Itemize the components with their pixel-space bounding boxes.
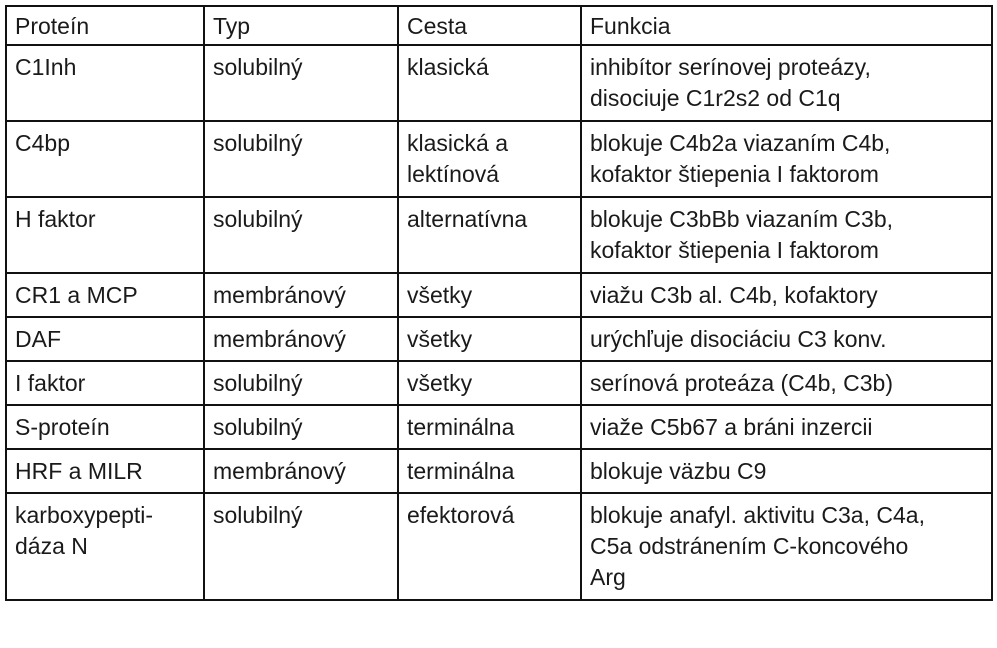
table-row — [6, 405, 992, 449]
cell-pathway: všetky — [398, 361, 581, 405]
cell-function: blokuje C3bBb viazaním C3b, kofaktor štiepenia I faktorom — [581, 197, 992, 273]
cell-type: solubilný — [204, 405, 398, 449]
cell-protein: CR1 a MCP — [6, 273, 204, 317]
cell-pathway: alternatívna — [398, 197, 581, 273]
cell-function: serínová proteáza (C4b, C3b) — [581, 361, 992, 405]
table-row — [6, 121, 992, 197]
cell-pathway: klasická a lektínová — [398, 121, 581, 197]
cell-function: blokuje C4b2a viazaním C4b, kofaktor štiepenia I faktorom — [581, 121, 992, 197]
cell-function: urýchľuje disociáciu C3 konv. — [581, 317, 992, 361]
cell-pathway: všetky — [398, 273, 581, 317]
cell-protein: S-proteín — [6, 405, 204, 449]
cell-protein: karboxypepti- dáza N — [6, 493, 204, 600]
cell-type: membránový — [204, 273, 398, 317]
cell-pathway: efektorová — [398, 493, 581, 600]
table-header-row — [6, 6, 992, 45]
header-protein: Proteín — [6, 6, 204, 45]
cell-type: membránový — [204, 449, 398, 493]
header-pathway: Cesta — [398, 6, 581, 45]
table-row — [6, 361, 992, 405]
cell-function: viažu C3b al. C4b, kofaktory — [581, 273, 992, 317]
complement-regulators-table-container — [5, 5, 991, 601]
header-function: Funkcia — [581, 6, 992, 45]
cell-protein: HRF a MILR — [6, 449, 204, 493]
cell-protein: DAF — [6, 317, 204, 361]
cell-type: solubilný — [204, 45, 398, 121]
cell-function: inhibítor serínovej proteázy, disociuje C1r2s2 od C1q — [581, 45, 992, 121]
table-row — [6, 449, 992, 493]
cell-function: viaže C5b67 a bráni inzercii — [581, 405, 992, 449]
cell-pathway: klasická — [398, 45, 581, 121]
cell-type: membránový — [204, 317, 398, 361]
cell-type: solubilný — [204, 361, 398, 405]
cell-function: blokuje väzbu C9 — [581, 449, 992, 493]
cell-pathway: všetky — [398, 317, 581, 361]
table-row — [6, 317, 992, 361]
table-row — [6, 493, 992, 600]
cell-protein: H faktor — [6, 197, 204, 273]
complement-regulators-table — [5, 5, 993, 601]
cell-type: solubilný — [204, 493, 398, 600]
cell-function: blokuje anafyl. aktivitu C3a, C4a, C5a odstránením C-koncového Arg — [581, 493, 992, 600]
table-row — [6, 197, 992, 273]
cell-protein: C4bp — [6, 121, 204, 197]
cell-type: solubilný — [204, 121, 398, 197]
table-row — [6, 273, 992, 317]
cell-protein: I faktor — [6, 361, 204, 405]
cell-pathway: terminálna — [398, 405, 581, 449]
table-row — [6, 45, 992, 121]
cell-type: solubilný — [204, 197, 398, 273]
cell-protein: C1Inh — [6, 45, 204, 121]
cell-pathway: terminálna — [398, 449, 581, 493]
header-type: Typ — [204, 6, 398, 45]
